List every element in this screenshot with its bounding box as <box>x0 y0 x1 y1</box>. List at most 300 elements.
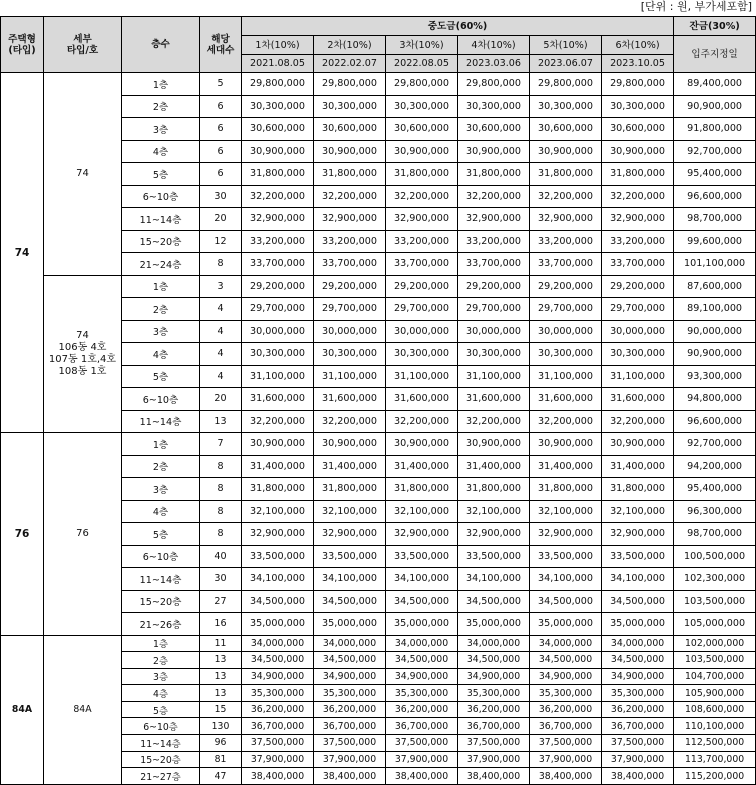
installment-cell: 29,800,000 <box>458 73 530 96</box>
installment-cell: 33,200,000 <box>386 230 458 253</box>
installment-cell: 29,700,000 <box>314 298 386 321</box>
header-installment-label: 1차(10%) <box>242 36 314 55</box>
installment-cell: 33,500,000 <box>242 545 314 568</box>
installment-cell: 35,000,000 <box>242 613 314 636</box>
installment-cell: 35,300,000 <box>530 685 602 702</box>
header-installment-date: 2023.03.06 <box>458 55 530 73</box>
type-cell: 74 <box>1 73 44 433</box>
subtype-line: 76 <box>76 527 89 539</box>
floor-cell: 11~14층 <box>122 410 200 433</box>
installment-cell: 34,900,000 <box>242 668 314 685</box>
units-cell: 13 <box>200 685 242 702</box>
installment-cell: 32,100,000 <box>458 500 530 523</box>
balance-cell: 90,900,000 <box>674 95 756 118</box>
installment-cell: 33,700,000 <box>530 253 602 276</box>
floor-cell: 21~24층 <box>122 253 200 276</box>
balance-cell: 96,600,000 <box>674 185 756 208</box>
installment-cell: 31,800,000 <box>386 478 458 501</box>
installment-cell: 32,900,000 <box>602 208 674 231</box>
installment-cell: 33,500,000 <box>602 545 674 568</box>
floor-cell: 15~20층 <box>122 590 200 613</box>
installment-cell: 33,500,000 <box>314 545 386 568</box>
installment-cell: 32,100,000 <box>386 500 458 523</box>
units-cell: 47 <box>200 768 242 785</box>
installment-cell: 29,200,000 <box>602 275 674 298</box>
floor-cell: 3층 <box>122 668 200 685</box>
floor-cell: 3층 <box>122 478 200 501</box>
balance-cell: 94,800,000 <box>674 388 756 411</box>
installment-cell: 35,300,000 <box>314 685 386 702</box>
units-cell: 8 <box>200 500 242 523</box>
floor-cell: 2층 <box>122 455 200 478</box>
installment-cell: 29,200,000 <box>530 275 602 298</box>
units-cell: 96 <box>200 735 242 752</box>
units-cell: 6 <box>200 95 242 118</box>
installment-cell: 33,700,000 <box>458 253 530 276</box>
installment-cell: 30,300,000 <box>242 95 314 118</box>
installment-cell: 31,100,000 <box>602 365 674 388</box>
installment-cell: 31,600,000 <box>530 388 602 411</box>
subtype-line: 74 <box>76 329 89 341</box>
subtype-cell <box>44 635 122 784</box>
installment-cell: 37,500,000 <box>386 735 458 752</box>
installment-cell: 32,900,000 <box>530 523 602 546</box>
installment-cell: 30,900,000 <box>530 433 602 456</box>
installment-cell: 32,200,000 <box>242 185 314 208</box>
floor-cell: 11~14층 <box>122 208 200 231</box>
installment-cell: 31,100,000 <box>314 365 386 388</box>
installment-cell: 34,000,000 <box>458 635 530 652</box>
installment-cell: 30,900,000 <box>530 140 602 163</box>
subtype-line: 74 <box>76 167 89 179</box>
installment-cell: 30,300,000 <box>242 343 314 366</box>
installment-cell: 31,400,000 <box>314 455 386 478</box>
installment-cell: 34,500,000 <box>242 652 314 669</box>
floor-cell: 3층 <box>122 320 200 343</box>
balance-cell: 110,100,000 <box>674 718 756 735</box>
installment-cell: 32,900,000 <box>602 523 674 546</box>
installment-cell: 33,200,000 <box>314 230 386 253</box>
installment-cell: 35,000,000 <box>314 613 386 636</box>
floor-cell: 5층 <box>122 701 200 718</box>
installment-cell: 34,500,000 <box>242 590 314 613</box>
installment-cell: 30,300,000 <box>458 343 530 366</box>
installment-cell: 38,400,000 <box>458 768 530 785</box>
units-cell: 27 <box>200 590 242 613</box>
installment-cell: 29,800,000 <box>602 73 674 96</box>
balance-cell: 115,200,000 <box>674 768 756 785</box>
floor-cell: 4층 <box>122 140 200 163</box>
header-floor: 층수 <box>122 17 200 73</box>
floor-cell: 6~10층 <box>122 718 200 735</box>
installment-cell: 36,200,000 <box>530 701 602 718</box>
header-balance-sub: 입주지정일 <box>674 36 756 73</box>
floor-cell: 4층 <box>122 500 200 523</box>
balance-cell: 89,400,000 <box>674 73 756 96</box>
header-installment-date: 2022.02.07 <box>314 55 386 73</box>
units-cell: 6 <box>200 118 242 141</box>
units-cell: 3 <box>200 275 242 298</box>
installment-cell: 30,300,000 <box>386 343 458 366</box>
installment-cell: 34,000,000 <box>386 635 458 652</box>
installment-cell: 30,300,000 <box>530 343 602 366</box>
header-installment-label: 6차(10%) <box>602 36 674 55</box>
units-cell: 81 <box>200 751 242 768</box>
balance-cell: 90,000,000 <box>674 320 756 343</box>
installment-cell: 34,100,000 <box>242 568 314 591</box>
header-balance: 잔금(30%) <box>674 17 756 36</box>
units-cell: 8 <box>200 523 242 546</box>
table-body-84a <box>1 635 756 784</box>
balance-cell: 99,600,000 <box>674 230 756 253</box>
installment-cell: 34,900,000 <box>530 668 602 685</box>
installment-cell: 32,200,000 <box>458 410 530 433</box>
installment-cell: 33,200,000 <box>602 230 674 253</box>
installment-cell: 32,200,000 <box>386 410 458 433</box>
installment-cell: 35,300,000 <box>602 685 674 702</box>
installment-cell: 33,700,000 <box>386 253 458 276</box>
installment-cell: 32,900,000 <box>458 523 530 546</box>
subtype-cell <box>44 275 122 433</box>
installment-cell: 36,200,000 <box>242 701 314 718</box>
units-cell: 8 <box>200 253 242 276</box>
units-cell: 8 <box>200 478 242 501</box>
price-table <box>0 16 756 785</box>
table-row <box>1 73 756 96</box>
installment-cell: 30,900,000 <box>314 433 386 456</box>
installment-cell: 36,700,000 <box>314 718 386 735</box>
installment-cell: 35,000,000 <box>386 613 458 636</box>
units-cell: 12 <box>200 230 242 253</box>
installment-cell: 34,000,000 <box>242 635 314 652</box>
balance-cell: 92,700,000 <box>674 433 756 456</box>
installment-cell: 30,300,000 <box>314 95 386 118</box>
units-cell: 40 <box>200 545 242 568</box>
balance-cell: 95,400,000 <box>674 478 756 501</box>
installment-cell: 30,000,000 <box>386 320 458 343</box>
subtype-line: 106동 4호 <box>58 341 107 353</box>
balance-cell: 108,600,000 <box>674 701 756 718</box>
balance-cell: 104,700,000 <box>674 668 756 685</box>
table-body <box>1 73 756 636</box>
units-cell: 11 <box>200 635 242 652</box>
installment-cell: 37,900,000 <box>602 751 674 768</box>
units-cell: 8 <box>200 455 242 478</box>
installment-cell: 30,900,000 <box>386 140 458 163</box>
units-cell: 6 <box>200 163 242 186</box>
units-cell: 4 <box>200 365 242 388</box>
installment-cell: 30,600,000 <box>530 118 602 141</box>
installment-cell: 34,500,000 <box>602 590 674 613</box>
installment-cell: 30,900,000 <box>314 140 386 163</box>
installment-cell: 30,900,000 <box>242 433 314 456</box>
installment-cell: 30,600,000 <box>386 118 458 141</box>
installment-cell: 33,200,000 <box>242 230 314 253</box>
installment-cell: 35,000,000 <box>458 613 530 636</box>
installment-cell: 36,700,000 <box>458 718 530 735</box>
installment-cell: 32,900,000 <box>386 523 458 546</box>
installment-cell: 34,100,000 <box>602 568 674 591</box>
installment-cell: 34,000,000 <box>530 635 602 652</box>
installment-cell: 33,500,000 <box>530 545 602 568</box>
units-cell: 13 <box>200 668 242 685</box>
units-cell: 7 <box>200 433 242 456</box>
table-row <box>1 433 756 456</box>
balance-cell: 93,300,000 <box>674 365 756 388</box>
installment-cell: 32,200,000 <box>530 185 602 208</box>
balance-cell: 94,200,000 <box>674 455 756 478</box>
installment-cell: 37,900,000 <box>314 751 386 768</box>
header-installment-label: 2차(10%) <box>314 36 386 55</box>
installment-cell: 30,600,000 <box>242 118 314 141</box>
table-row <box>1 275 756 298</box>
units-cell: 4 <box>200 298 242 321</box>
installment-cell: 31,800,000 <box>530 478 602 501</box>
installment-cell: 34,500,000 <box>530 652 602 669</box>
installment-cell: 34,100,000 <box>386 568 458 591</box>
units-cell: 5 <box>200 73 242 96</box>
installment-cell: 31,800,000 <box>530 163 602 186</box>
floor-cell: 6~10층 <box>122 545 200 568</box>
header-installment-date: 2021.08.05 <box>242 55 314 73</box>
installment-cell: 32,200,000 <box>602 185 674 208</box>
header-subtype: 세부 타입/호 <box>44 17 122 73</box>
installment-cell: 34,500,000 <box>530 590 602 613</box>
floor-cell: 21~26층 <box>122 613 200 636</box>
balance-cell: 113,700,000 <box>674 751 756 768</box>
installment-cell: 32,100,000 <box>530 500 602 523</box>
installment-cell: 29,200,000 <box>386 275 458 298</box>
installment-cell: 30,300,000 <box>314 343 386 366</box>
installment-cell: 31,100,000 <box>386 365 458 388</box>
installment-cell: 29,700,000 <box>242 298 314 321</box>
balance-cell: 96,600,000 <box>674 410 756 433</box>
installment-cell: 34,500,000 <box>386 590 458 613</box>
installment-cell: 34,900,000 <box>314 668 386 685</box>
installment-cell: 32,200,000 <box>458 185 530 208</box>
installment-cell: 31,800,000 <box>242 478 314 501</box>
installment-cell: 37,900,000 <box>242 751 314 768</box>
subtype-cell <box>44 433 122 636</box>
installment-cell: 30,600,000 <box>458 118 530 141</box>
installment-cell: 30,300,000 <box>602 95 674 118</box>
installment-cell: 32,900,000 <box>314 208 386 231</box>
installment-cell: 34,500,000 <box>314 652 386 669</box>
floor-cell: 4층 <box>122 685 200 702</box>
floor-cell: 11~14층 <box>122 735 200 752</box>
installment-cell: 29,800,000 <box>530 73 602 96</box>
installment-cell: 30,000,000 <box>458 320 530 343</box>
installment-cell: 32,900,000 <box>458 208 530 231</box>
units-cell: 30 <box>200 568 242 591</box>
installment-cell: 38,400,000 <box>602 768 674 785</box>
units-cell: 4 <box>200 320 242 343</box>
installment-cell: 35,000,000 <box>530 613 602 636</box>
installment-cell: 32,900,000 <box>314 523 386 546</box>
installment-cell: 34,500,000 <box>314 590 386 613</box>
installment-cell: 34,900,000 <box>602 668 674 685</box>
installment-cell: 31,800,000 <box>314 163 386 186</box>
type-cell: 84A <box>1 635 44 784</box>
balance-cell: 103,500,000 <box>674 590 756 613</box>
installment-cell: 30,300,000 <box>458 95 530 118</box>
installment-cell: 31,800,000 <box>602 163 674 186</box>
installment-cell: 37,500,000 <box>242 735 314 752</box>
header-installment-label: 4차(10%) <box>458 36 530 55</box>
installment-cell: 36,700,000 <box>242 718 314 735</box>
installment-cell: 34,500,000 <box>458 652 530 669</box>
installment-cell: 37,900,000 <box>386 751 458 768</box>
floor-cell: 21~27층 <box>122 768 200 785</box>
unit-note: [단위 : 원, 부가세포함] <box>640 0 752 13</box>
balance-cell: 96,300,000 <box>674 500 756 523</box>
floor-cell: 6~10층 <box>122 388 200 411</box>
installment-cell: 36,200,000 <box>602 701 674 718</box>
installment-cell: 32,900,000 <box>386 208 458 231</box>
installment-cell: 29,700,000 <box>386 298 458 321</box>
installment-cell: 33,200,000 <box>458 230 530 253</box>
installment-cell: 32,100,000 <box>314 500 386 523</box>
floor-cell: 5층 <box>122 365 200 388</box>
installment-cell: 35,300,000 <box>458 685 530 702</box>
units-cell: 30 <box>200 185 242 208</box>
subtype-line: 107동 1호,4호 <box>48 353 117 365</box>
installment-cell: 37,500,000 <box>314 735 386 752</box>
installment-cell: 30,300,000 <box>386 95 458 118</box>
installment-cell: 31,600,000 <box>386 388 458 411</box>
installment-cell: 35,300,000 <box>386 685 458 702</box>
installment-cell: 29,800,000 <box>386 73 458 96</box>
balance-cell: 105,000,000 <box>674 613 756 636</box>
installment-cell: 33,500,000 <box>458 545 530 568</box>
units-cell: 6 <box>200 140 242 163</box>
header-installment-label: 3차(10%) <box>386 36 458 55</box>
installment-cell: 31,100,000 <box>530 365 602 388</box>
installment-cell: 34,500,000 <box>602 652 674 669</box>
floor-cell: 2층 <box>122 298 200 321</box>
installment-cell: 32,100,000 <box>242 500 314 523</box>
header-type: 주택형 (타입) <box>1 17 44 73</box>
installment-cell: 29,200,000 <box>242 275 314 298</box>
installment-cell: 37,500,000 <box>530 735 602 752</box>
installment-cell: 32,900,000 <box>242 523 314 546</box>
floor-cell: 5층 <box>122 523 200 546</box>
installment-cell: 30,000,000 <box>242 320 314 343</box>
installment-cell: 30,600,000 <box>314 118 386 141</box>
floor-cell: 1층 <box>122 433 200 456</box>
units-cell: 13 <box>200 410 242 433</box>
installment-cell: 31,100,000 <box>242 365 314 388</box>
balance-cell: 112,500,000 <box>674 735 756 752</box>
floor-cell: 1층 <box>122 73 200 96</box>
installment-cell: 31,800,000 <box>458 478 530 501</box>
units-cell: 20 <box>200 208 242 231</box>
installment-cell: 31,600,000 <box>314 388 386 411</box>
floor-cell: 1층 <box>122 275 200 298</box>
installment-cell: 31,600,000 <box>242 388 314 411</box>
subtype-line: 84A <box>73 703 92 715</box>
installment-cell: 30,900,000 <box>386 433 458 456</box>
subtype-cell <box>44 73 122 276</box>
installment-cell: 36,200,000 <box>314 701 386 718</box>
floor-cell: 6~10층 <box>122 185 200 208</box>
installment-cell: 29,200,000 <box>314 275 386 298</box>
installment-cell: 33,700,000 <box>242 253 314 276</box>
units-cell: 13 <box>200 652 242 669</box>
installment-cell: 37,500,000 <box>602 735 674 752</box>
table-row <box>1 635 756 652</box>
header-installment-date: 2023.10.05 <box>602 55 674 73</box>
installment-cell: 34,000,000 <box>602 635 674 652</box>
type-cell: 76 <box>1 433 44 636</box>
installment-cell: 33,500,000 <box>386 545 458 568</box>
balance-cell: 102,000,000 <box>674 635 756 652</box>
header-units: 해당 세대수 <box>200 17 242 73</box>
installment-cell: 35,300,000 <box>242 685 314 702</box>
installment-cell: 32,100,000 <box>602 500 674 523</box>
units-cell: 4 <box>200 343 242 366</box>
installment-cell: 30,000,000 <box>530 320 602 343</box>
balance-cell: 101,100,000 <box>674 253 756 276</box>
installment-cell: 31,600,000 <box>602 388 674 411</box>
balance-cell: 98,700,000 <box>674 208 756 231</box>
units-cell: 130 <box>200 718 242 735</box>
installment-cell: 34,100,000 <box>314 568 386 591</box>
installment-cell: 29,700,000 <box>530 298 602 321</box>
installment-cell: 32,200,000 <box>314 185 386 208</box>
installment-cell: 37,900,000 <box>458 751 530 768</box>
installment-cell: 34,900,000 <box>386 668 458 685</box>
installment-cell: 34,100,000 <box>458 568 530 591</box>
installment-cell: 33,700,000 <box>314 253 386 276</box>
installment-cell: 31,400,000 <box>386 455 458 478</box>
balance-cell: 98,700,000 <box>674 523 756 546</box>
installment-cell: 33,200,000 <box>530 230 602 253</box>
floor-cell: 3층 <box>122 118 200 141</box>
installment-cell: 29,800,000 <box>314 73 386 96</box>
installment-cell: 34,100,000 <box>530 568 602 591</box>
installment-cell: 30,300,000 <box>530 95 602 118</box>
installment-cell: 34,500,000 <box>386 652 458 669</box>
installment-cell: 30,600,000 <box>602 118 674 141</box>
installment-cell: 31,400,000 <box>530 455 602 478</box>
balance-cell: 89,100,000 <box>674 298 756 321</box>
floor-cell: 1층 <box>122 635 200 652</box>
installment-cell: 38,400,000 <box>386 768 458 785</box>
header-installment-date: 2022.08.05 <box>386 55 458 73</box>
installment-cell: 31,400,000 <box>242 455 314 478</box>
balance-cell: 91,800,000 <box>674 118 756 141</box>
floor-cell: 15~20층 <box>122 751 200 768</box>
installment-cell: 31,800,000 <box>314 478 386 501</box>
installment-cell: 32,900,000 <box>242 208 314 231</box>
balance-cell: 90,900,000 <box>674 343 756 366</box>
installment-cell: 35,000,000 <box>602 613 674 636</box>
installment-cell: 30,900,000 <box>458 433 530 456</box>
installment-cell: 34,000,000 <box>314 635 386 652</box>
installment-cell: 34,900,000 <box>458 668 530 685</box>
installment-cell: 37,500,000 <box>458 735 530 752</box>
installment-cell: 32,200,000 <box>242 410 314 433</box>
installment-cell: 30,000,000 <box>602 320 674 343</box>
header-middle-payment: 중도금(60%) <box>242 17 674 36</box>
units-cell: 20 <box>200 388 242 411</box>
installment-cell: 31,100,000 <box>458 365 530 388</box>
floor-cell: 11~14층 <box>122 568 200 591</box>
balance-cell: 100,500,000 <box>674 545 756 568</box>
installment-cell: 36,700,000 <box>530 718 602 735</box>
installment-cell: 30,000,000 <box>314 320 386 343</box>
